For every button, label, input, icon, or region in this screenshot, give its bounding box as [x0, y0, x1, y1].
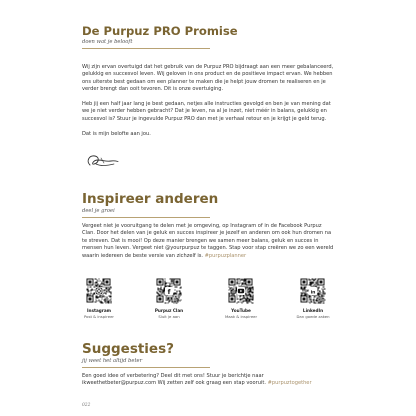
- qr-code-youtube: [226, 276, 256, 306]
- inspire-title: Inspireer anderen: [82, 191, 219, 207]
- qr-linkedin[interactable]: [296, 276, 330, 319]
- promise-title: De Purpuz PRO Promise: [82, 24, 238, 38]
- qr-desc: Dan goede zaken: [296, 313, 330, 319]
- suggestions-paragraph: Een goed idee of verbetering? Deel dit met ons! Stuur je berichtje naar ikweethetbeter@purpuz.com Wij zetten zelf ook graag een stap vooruit.: [82, 373, 267, 387]
- instagram-icon: [95, 287, 103, 295]
- promise-body: [82, 64, 334, 138]
- suggestions-subtitle: jij weet het altijd beter: [82, 357, 143, 364]
- qr-facebook[interactable]: [152, 276, 186, 319]
- linkedin-icon: [309, 287, 317, 296]
- promise-subtitle: doen wat je belooft: [82, 38, 133, 45]
- inspire-section: [82, 193, 334, 218]
- qr-desc: Sluit je aan: [158, 313, 180, 319]
- promise-paragraph-1: Wij zijn ervan overtuigd dat het gebruik van de Purpuz PRO bijdraagt aan een meer gebalanceerd, gelukkig en succesvol leven. Wij geloven in ons product en de positieve impact ervan. We hebben ons uiterste best gedaan om een planner te maken die je helpt jouw dromen te realiseren en je verder brengt dan ooit tevoren. Dit is onze overtuiging.: [82, 64, 334, 93]
- promise-rule: [82, 48, 210, 49]
- qr-name: YouTube: [231, 308, 251, 313]
- qr-name: LinkedIn: [302, 308, 324, 313]
- inspire-paragraph: Vergeet niet je vooruitgang te delen met je omgeving, op Instagram of in de Facebook Purpuz Clan. Door het delen van je geluk en succes inspireer je jezelf en anderen om ook hun dromen na te streven. Dat is mooi! Op deze manier brengen we samen meer balans, geluk en succes in mensen hun leven. Vergeet niet @yourpurpuz te taggen. Stap voor stap creëren we zo een wereld waarin iedereen de beste versie van zichzelf is.: [82, 223, 334, 259]
- promise-paragraph-3: Dat is mijn belofte aan jou.: [82, 130, 151, 137]
- youtube-icon: [237, 287, 245, 295]
- qr-code-row: [82, 276, 334, 328]
- qr-code-linkedin: [298, 276, 328, 306]
- qr-desc: Maak & inspireer: [224, 313, 258, 319]
- inspire-body: [82, 223, 334, 260]
- svg-text:f: f: [167, 288, 171, 297]
- page-number: 022: [82, 403, 91, 408]
- qr-youtube[interactable]: [224, 276, 258, 319]
- signature-icon: [84, 150, 120, 172]
- svg-text:in: in: [310, 290, 316, 296]
- qr-code-facebook: [154, 276, 184, 306]
- suggestions-rule: [82, 367, 210, 368]
- promise-paragraph-2: Heb jij een half jaar lang je best gedaan, netjes alle instructies gevolgd en ben je van mening dat we je niet verder hebben gebracht? Dat je leven, na al je inzet, niet méér in balans, gelukkig en succesvol is? Stuur je ingevulde Purpuz PRO dan met je verhaal retour en je krijgt je geld terug.: [82, 101, 331, 122]
- facebook-icon: [165, 287, 173, 296]
- suggestions-hashtag: #purpuztogether: [267, 380, 312, 387]
- qr-name: Purpuz Clan: [154, 308, 184, 313]
- qr-desc: Post & inspireer: [84, 313, 114, 319]
- inspire-subtitle: deel je groei: [82, 207, 115, 214]
- suggestions-body: [82, 373, 334, 388]
- suggestions-title: Suggesties?: [82, 341, 174, 357]
- suggestions-section: [82, 343, 334, 368]
- qr-instagram[interactable]: [82, 276, 116, 319]
- qr-name: Instagram: [86, 308, 112, 313]
- promise-section: [82, 26, 334, 49]
- inspire-hashtag: #purpuzplanner: [204, 252, 247, 259]
- inspire-rule: [82, 217, 210, 218]
- qr-code-instagram: [84, 276, 114, 306]
